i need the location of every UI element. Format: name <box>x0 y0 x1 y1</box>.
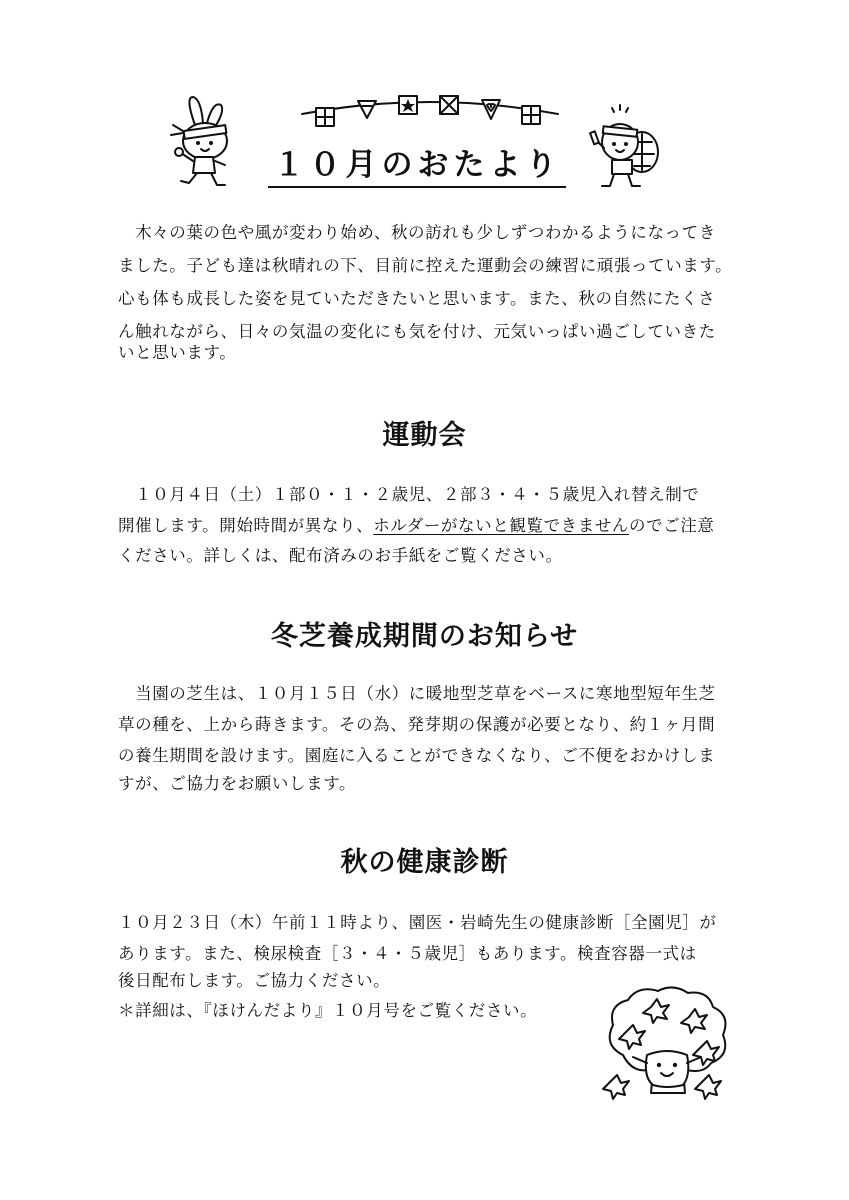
intro-line: 木々の葉の色や風が変わり始め、秋の訪れも少しずつわかるようになってき <box>118 223 716 242</box>
sports-day-text: 開催します。開始時間が異なり、 <box>118 516 374 535</box>
winter-turf-line: 草の種を、上から蒔きます。その為、発芽期の保護が必要となり、約１ヶ月間 <box>118 715 716 734</box>
title-underline <box>268 186 566 188</box>
sports-day-notice: ホルダーがないと観覧できません <box>373 516 630 535</box>
smiling-tree-icon <box>603 985 733 1105</box>
sports-day-heading: 運動会 <box>382 420 467 451</box>
intro-line: ました。子ども達は秋晴れの下、目前に控えた運動会の練習に頑張っています。 <box>118 256 733 275</box>
winter-turf-line: の養生期間を設けます。園庭に入ることができなくなり、ご不便をおかけしま <box>118 746 716 765</box>
health-checkup-line: ＊詳細は、『ほけんだより』１０月号をご覧ください。 <box>118 1001 538 1020</box>
winter-turf-line: すが、ご協力をお願いします。 <box>118 774 357 793</box>
sports-day-text: のでご注意 <box>629 516 715 535</box>
health-checkup-line: 後日配布します。ご協力ください。 <box>118 971 391 990</box>
turtle-runner-icon <box>588 108 663 193</box>
bunting-flags-icon <box>300 92 560 142</box>
rabbit-runner-icon <box>165 95 240 190</box>
sports-day-line: １０月４日（土）１部０・１・２歳児、２部３・４・５歳児入れ替え制で <box>118 485 700 504</box>
winter-turf-heading: 冬芝養成期間のお知らせ <box>270 621 579 652</box>
sports-day-line: ください。詳しくは、配布済みのお手紙をご覧ください。 <box>118 546 563 565</box>
health-checkup-heading: 秋の健康診断 <box>340 847 509 878</box>
health-checkup-line: あります。また、検尿検査［３・４・５歳児］もあります。検査容器一式は <box>118 944 697 963</box>
intro-line: ん触れながら、日々の気温の変化にも気を付け、元気いっぱい過ごしていきた <box>118 322 716 341</box>
intro-line: 心も体も成長した姿を見ていただきたいと思います。また、秋の自然にたくさ <box>118 289 716 308</box>
sports-day-line <box>118 511 738 540</box>
health-checkup-line: １０月２３日（木）午前１１時より、園医・岩崎先生の健康診断［全園児］が <box>118 913 717 932</box>
intro-line: いと思います。 <box>118 343 237 362</box>
winter-turf-line: 当園の芝生は、１０月１５日（水）に暖地型芝草をベースに寒地型短年生芝 <box>118 684 716 703</box>
page-title: １０月のおたより <box>273 147 562 183</box>
